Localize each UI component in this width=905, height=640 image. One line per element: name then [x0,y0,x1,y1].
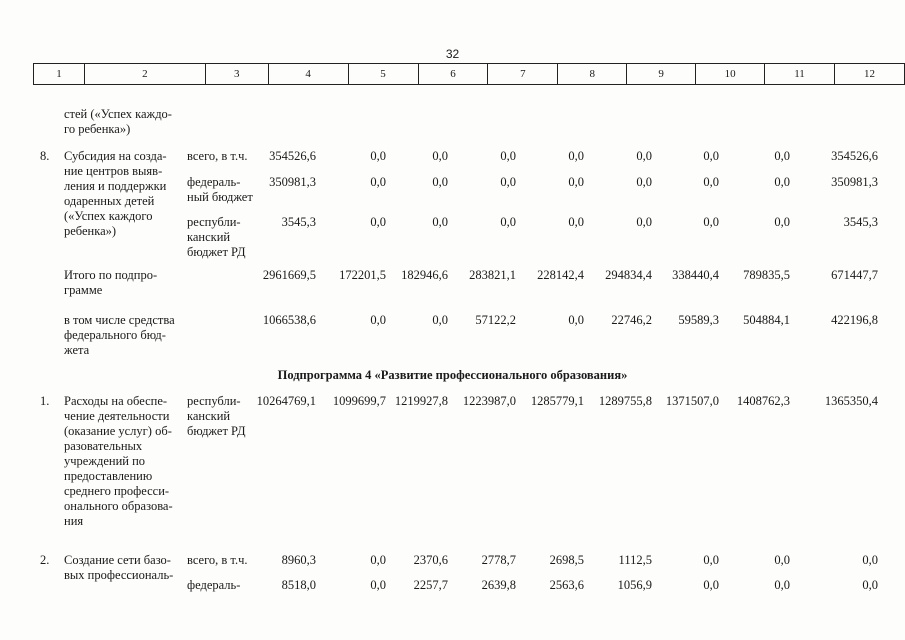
row-8-value-0-5: 0,0 [636,149,652,163]
row-2-value-1-3: 2639,8 [481,578,516,592]
row-8-value-2-4: 0,0 [568,215,584,229]
column-header-row [33,63,905,85]
row-1-value-0-2: 1219927,8 [394,394,448,408]
subprogram-title: Подпрограмма 4 «Развитие профессионального образования» [277,368,628,382]
row-8-value-0-8: 354526,6 [831,149,878,163]
row-federal-value-0-0: 1066538,6 [262,313,316,327]
row-federal-value-0-3: 57122,2 [475,313,516,327]
row-8-value-2-7: 0,0 [774,215,790,229]
row-8-value-2-0: 3545,3 [281,215,316,229]
row-2-value-0-8: 0,0 [862,553,878,567]
row-2-value-1-1: 0,0 [370,578,386,592]
page-number: 32 [445,47,460,61]
row-total-value-0-1: 172201,5 [339,268,386,282]
row-8-value-1-5: 0,0 [636,175,652,189]
row-total-value-0-6: 338440,4 [672,268,719,282]
column-header-10: 10 [696,64,765,85]
row-2-value-1-2: 2257,7 [413,578,448,592]
row-2-value-1-7: 0,0 [774,578,790,592]
column-header-9: 9 [627,64,696,85]
row-8-value-0-2: 0,0 [432,149,448,163]
row-1-number: 1. [40,394,50,408]
row-2-value-0-2: 2370,6 [413,553,448,567]
continuation-text: стей («Успех каждо- го ребенка») [64,107,172,136]
row-federal-value-0-4: 0,0 [568,313,584,327]
row-2-number: 2. [40,553,50,567]
row-federal-value-0-2: 0,0 [432,313,448,327]
row-8-value-0-6: 0,0 [703,149,719,163]
row-total-value-0-2: 182946,6 [401,268,448,282]
row-1-value-0-0: 10264769,1 [256,394,316,408]
row-1-value-0-5: 1289755,8 [598,394,652,408]
column-header-6: 6 [418,64,488,85]
row-2-value-0-3: 2778,7 [481,553,516,567]
row-total-value-0-0: 2961669,5 [262,268,316,282]
row-2-value-0-0: 8960,3 [281,553,316,567]
row-total-value-0-5: 294834,4 [605,268,652,282]
row-federal-value-0-8: 422196,8 [831,313,878,327]
row-8-value-1-6: 0,0 [703,175,719,189]
column-header-7: 7 [488,64,558,85]
row-total-value-0-3: 283821,1 [469,268,516,282]
row-1-value-0-4: 1285779,1 [530,394,584,408]
row-2-value-1-5: 1056,9 [617,578,652,592]
row-2-value-1-6: 0,0 [703,578,719,592]
row-8-value-1-3: 0,0 [500,175,516,189]
row-2-value-0-1: 0,0 [370,553,386,567]
row-8-source-2: республи- канский бюджет РД [187,215,246,259]
row-1-value-0-7: 1408762,3 [736,394,790,408]
row-2-value-0-7: 0,0 [774,553,790,567]
column-header-12: 12 [834,64,904,85]
row-8-value-2-8: 3545,3 [843,215,878,229]
row-2-source-1: федераль- [187,578,241,592]
row-2-name: Создание сети базо- вых профессиональ- [64,553,174,582]
row-1-value-0-1: 1099699,7 [332,394,386,408]
row-8-value-2-2: 0,0 [432,215,448,229]
row-8-value-1-0: 350981,3 [269,175,316,189]
row-federal-name: в том числе средства федерального бюд- жета [64,313,175,357]
row-2-value-0-6: 0,0 [703,553,719,567]
row-federal-value-0-6: 59589,3 [678,313,719,327]
row-8-source-0: всего, в т.ч. [187,149,248,163]
row-total-value-0-4: 228142,4 [537,268,584,282]
column-header-8: 8 [558,64,627,85]
row-total-name: Итого по подпро- грамме [64,268,158,297]
row-8-value-1-8: 350981,3 [831,175,878,189]
column-header-3: 3 [205,64,268,85]
column-header-11: 11 [765,64,835,85]
row-8-value-2-5: 0,0 [636,215,652,229]
row-8-value-1-2: 0,0 [432,175,448,189]
row-8-value-0-4: 0,0 [568,149,584,163]
row-1-name: Расходы на обеспе- чение деятельности (оказание услуг) об- разовательных учреждений по предоставлению среднего професси- онального образова- ния [64,394,173,528]
row-8-value-0-1: 0,0 [370,149,386,163]
column-header-5: 5 [348,64,418,85]
row-2-value-1-0: 8518,0 [281,578,316,592]
row-8-value-0-0: 354526,6 [269,149,316,163]
row-1-source-0: республи- канский бюджет РД [187,394,246,438]
row-8-value-2-1: 0,0 [370,215,386,229]
row-2-value-1-4: 2563,6 [549,578,584,592]
row-1-value-0-3: 1223987,0 [462,394,516,408]
row-1-value-0-6: 1371507,0 [665,394,719,408]
row-total-value-0-7: 789835,5 [743,268,790,282]
column-header-4: 4 [268,64,348,85]
row-8-value-0-3: 0,0 [500,149,516,163]
row-8-value-1-4: 0,0 [568,175,584,189]
row-8-value-1-7: 0,0 [774,175,790,189]
row-8-source-1: федераль- ный бюджет [187,175,253,204]
row-total-value-0-8: 671447,7 [831,268,878,282]
row-8-name: Субсидия на созда- ние центров выяв- ления и поддержки одаренных детей («Успех каждого ребенка») [64,149,167,238]
row-federal-value-0-7: 504884,1 [743,313,790,327]
row-federal-value-0-5: 22746,2 [611,313,652,327]
row-8-number: 8. [40,149,50,163]
row-2-value-1-8: 0,0 [862,578,878,592]
row-8-value-1-1: 0,0 [370,175,386,189]
row-2-source-0: всего, в т.ч. [187,553,248,567]
row-1-value-0-8: 1365350,4 [824,394,878,408]
column-header-2: 2 [84,64,205,85]
column-header-1: 1 [34,64,85,85]
row-federal-value-0-1: 0,0 [370,313,386,327]
row-8-value-0-7: 0,0 [774,149,790,163]
row-2-value-0-4: 2698,5 [549,553,584,567]
row-8-value-2-6: 0,0 [703,215,719,229]
row-2-value-0-5: 1112,5 [618,553,652,567]
row-8-value-2-3: 0,0 [500,215,516,229]
